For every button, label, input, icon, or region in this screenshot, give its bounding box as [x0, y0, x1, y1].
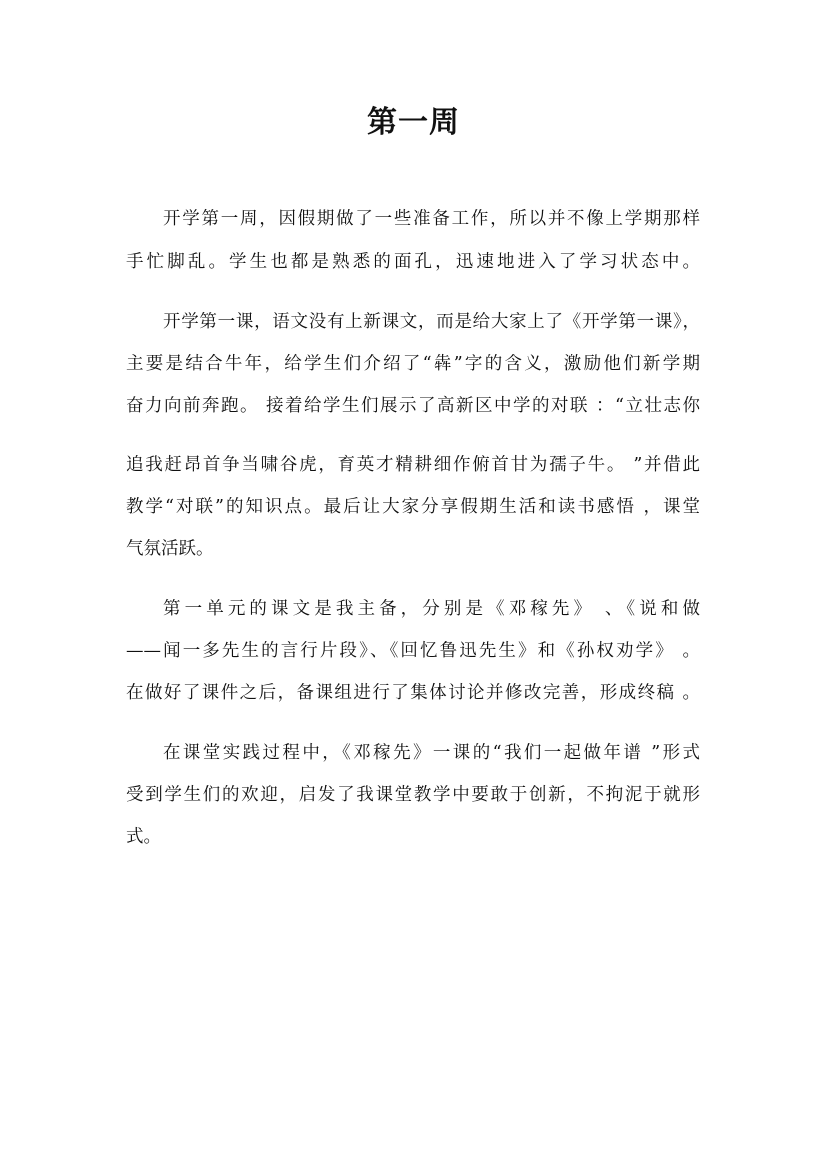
paragraph-4-line-3: 式。	[126, 827, 161, 847]
paragraph-2-line-1: 开学第一课，语文没有上新课文，而是给大家上了《开学第一课》，	[163, 312, 700, 332]
paragraph-2-line-4: 追我赶昂首争当啸谷虎，育英才精耕细作俯首甘为孺子牛。 ”并借此	[126, 455, 700, 475]
paragraph-2-line-2: 主要是结合牛年，给学生们介绍了“犇”字的含义，激励他们新学期	[126, 354, 700, 374]
paragraph-3-line-2: ——闻一多先生的言行片段》、《回忆鲁迅先生》和《孙权劝学》 。	[126, 641, 700, 661]
paragraph-3-line-3: 在做好了课件之后，备课组进行了集体讨论并修改完善，形成终稿 。	[126, 683, 700, 703]
paragraph-3-line-1: 第一单元的课文是我主备，分别是《邓稼先》 、《说和做	[163, 599, 700, 619]
paragraph-1-line-1: 开学第一周，因假期做了一些准备工作，所以并不像上学期那样	[163, 209, 700, 229]
paragraph-2-line-3: 奋力向前奔跑。 接着给学生们展示了高新区中学的对联 ：“立壮志你	[126, 396, 700, 416]
paragraph-2-line-6: 气氛活跃。	[126, 539, 214, 559]
paragraph-1-line-2: 手忙脚乱。学生也都是熟悉的面孔，迅速地进入了学习状态中。	[126, 252, 700, 272]
paragraph-2-line-5: 教学“对联”的知识点。最后让大家分享假期生活和读书感悟 ，课堂	[126, 497, 700, 517]
page-title: 第一周	[367, 105, 460, 140]
paragraph-4-line-2: 受到学生们的欢迎，启发了我课堂教学中要敢于创新，不拘泥于就形	[126, 785, 700, 805]
paragraph-4-line-1: 在课堂实践过程中，《邓稼先》一课的“我们一起做年谱 ”形式	[163, 743, 700, 763]
